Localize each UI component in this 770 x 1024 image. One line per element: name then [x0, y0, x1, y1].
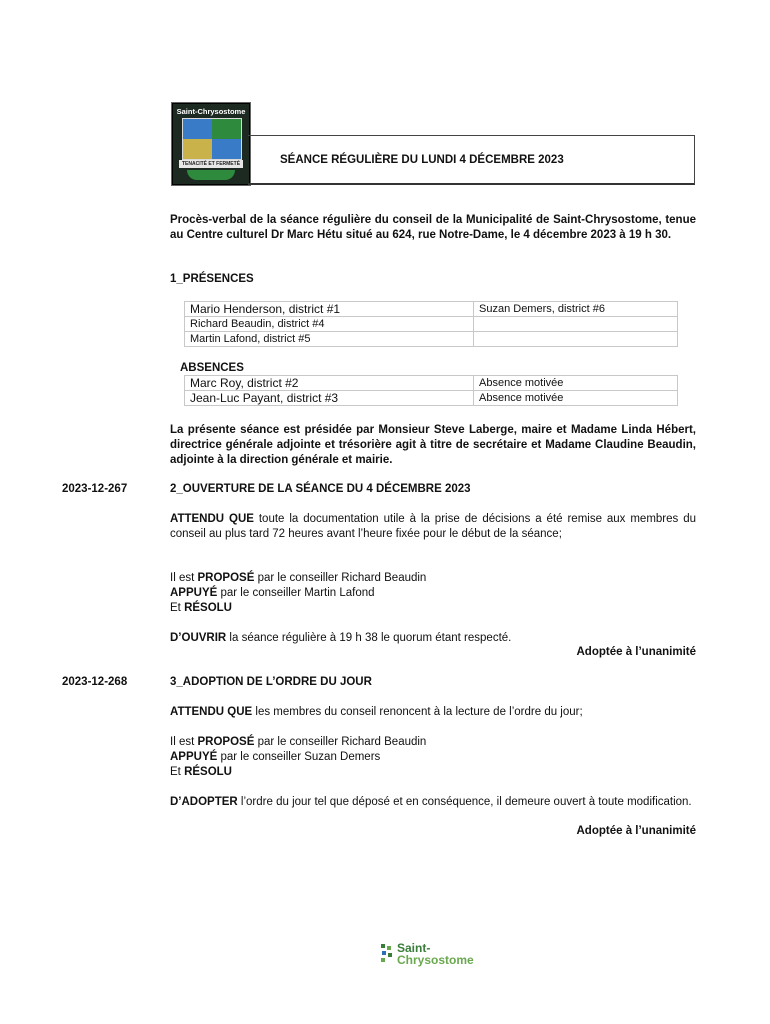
table-cell: Jean-Luc Payant, district #3: [185, 391, 474, 406]
table-cell: Mario Henderson, district #1: [185, 302, 474, 317]
presences-table: [184, 301, 678, 347]
footer-logo: [380, 941, 490, 969]
table-cell: Marc Roy, district #2: [185, 376, 474, 391]
table-row: [185, 302, 678, 317]
adopted-line: Adoptée à l’unanimité: [576, 646, 696, 658]
table-cell: [474, 317, 678, 332]
logo-line-1: Saint-: [397, 941, 431, 955]
intro-paragraph: Procès-verbal de la séance régulière du conseil de la Municipalité de Saint-Chrysostome, tenue au Centre culturel Dr Marc Hétu situé au 624, rue Notre-Dame, le 4 décembre 2023 à 19 h 30.: [170, 214, 696, 241]
resolution-title: 3_ADOPTION DE L’ORDRE DU JOUR: [170, 676, 372, 688]
table-cell: [474, 332, 678, 347]
presences-heading: 1_PRÉSENCES: [170, 273, 254, 285]
appuye-line: APPUYÉ par le conseiller Martin Lafond: [170, 587, 375, 599]
resolution-number: 2023-12-267: [62, 483, 128, 495]
resolu-line: Et RÉSOLU: [170, 766, 232, 778]
crest-shield: [182, 118, 242, 160]
action-line: D’ADOPTER l’ordre du jour tel que déposé et en conséquence, il demeure ouvert à toute modification.: [170, 796, 692, 808]
logo-line-2: Chrysostome: [397, 953, 474, 967]
presidence-paragraph: La présente séance est présidée par Monsieur Steve Laberge, maire et Madame Linda Hébert, directrice générale adjointe et trésorière agit à titre de secrétaire et Madame Claudine Beaudin, adjointe à la direction générale et mairie.: [170, 424, 696, 466]
table-row: [185, 317, 678, 332]
table-cell: Absence motivée: [474, 376, 678, 391]
propose-line: Il est PROPOSÉ par le conseiller Richard Beaudin: [170, 572, 427, 584]
municipal-crest: [172, 103, 250, 185]
page-title: SÉANCE RÉGULIÈRE DU LUNDI 4 DÉCEMBRE 2023: [280, 154, 564, 166]
table-row: [185, 332, 678, 347]
crest-base: [187, 170, 235, 180]
logo-mark-icon: [380, 943, 394, 965]
table-cell: Martin Lafond, district #5: [185, 332, 474, 347]
absences-heading: ABSENCES: [180, 362, 244, 374]
resolution-title: 2_OUVERTURE DE LA SÉANCE DU 4 DÉCEMBRE 2023: [170, 483, 471, 495]
appuye-line: APPUYÉ par le conseiller Suzan Demers: [170, 751, 381, 763]
attendu-paragraph: [170, 512, 696, 542]
table-row: [185, 376, 678, 391]
resolution-number: 2023-12-268: [62, 676, 128, 688]
resolu-line: Et RÉSOLU: [170, 602, 232, 614]
table-row: [185, 391, 678, 406]
keyword: ATTENDU QUE: [170, 513, 254, 525]
table-cell: Absence motivée: [474, 391, 678, 406]
attendu-paragraph: ATTENDU QUE les membres du conseil renoncent à la lecture de l’ordre du jour;: [170, 706, 583, 718]
crest-motto: TENACITÉ ET FERMETÉ: [179, 160, 243, 168]
table-cell: Suzan Demers, district #6: [474, 302, 678, 317]
propose-line: Il est PROPOSÉ par le conseiller Richard Beaudin: [170, 736, 427, 748]
table-cell: Richard Beaudin, district #4: [185, 317, 474, 332]
text: toute la documentation utile à la prise de décisions a été remise aux membres du conseil au plus tard 72 heures avant l’heure fixée pour le début de la séance;: [170, 513, 696, 540]
adopted-line: Adoptée à l’unanimité: [576, 825, 696, 837]
crest-name: Saint-Chrysostome: [176, 107, 246, 116]
absences-table: [184, 375, 678, 406]
action-line: D’OUVRIR la séance régulière à 19 h 38 le quorum étant respecté.: [170, 632, 512, 644]
